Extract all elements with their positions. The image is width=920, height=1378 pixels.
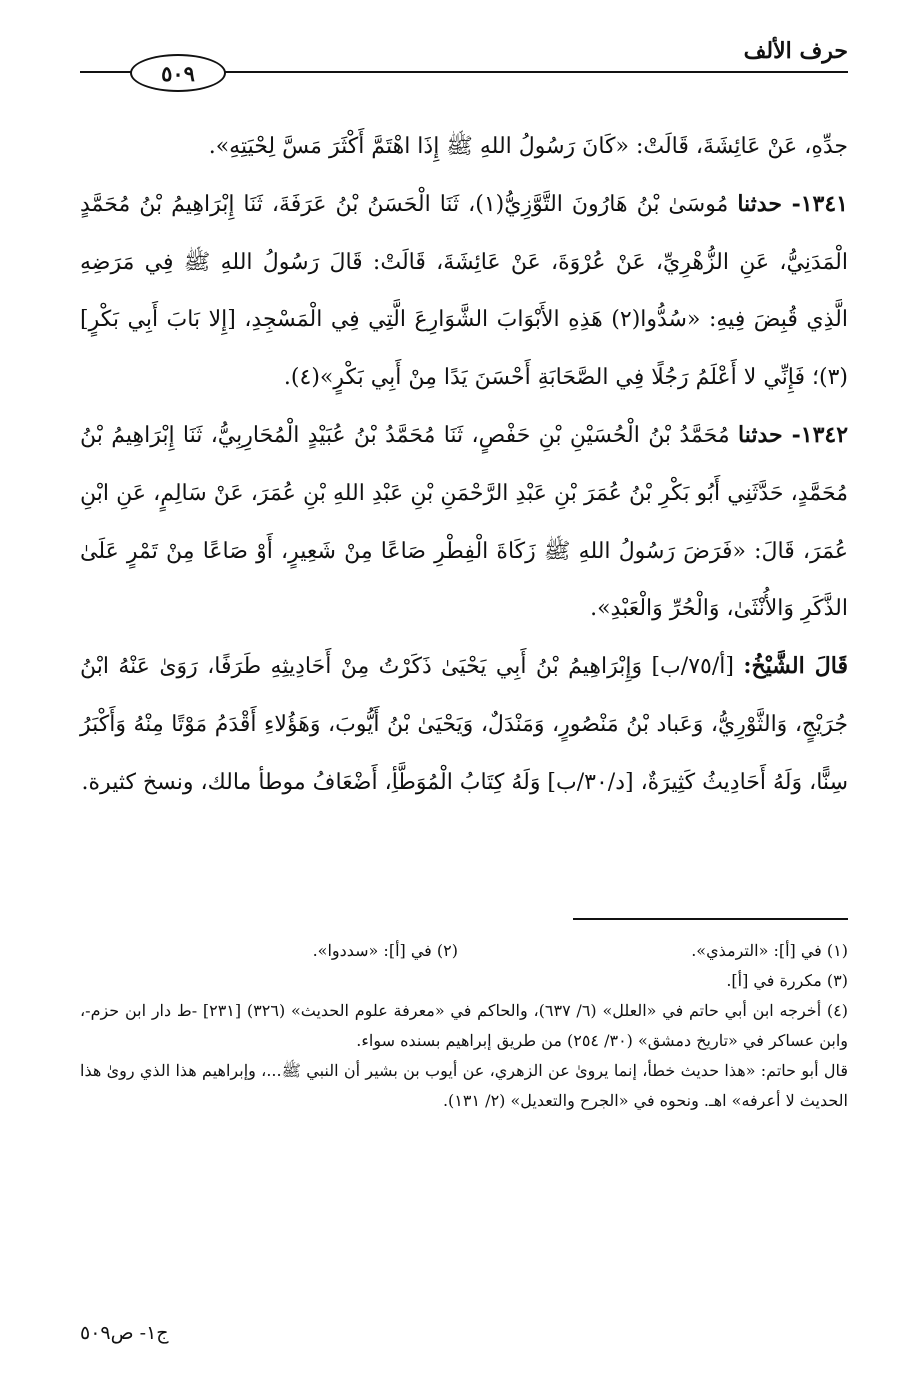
footnote-1: (١) في [أ]: «الترمذي». [691,941,848,960]
commentary-lead: قَالَ الشَّيْخُ: [743,653,849,680]
footnote-4: (٤) أخرجه ابن أبي حاتم في «العلل» (٦/ ٦٣٧)، والحاكم في «معرفة علوم الحديث» (٣٢٦) [٢٣١] -ط دار ابن حزم-، وابن عساكر في «تاريخ دمشق» (٣٠/ ٢٥٤) من طريق إبراهيم بسنده سواء. [80,1001,848,1050]
hadith-text: مُحَمَّدُ بْنُ الْحُسَيْنِ بْنِ حَفْصٍ، ثَنَا مُحَمَّدُ بْنُ عُبَيْدٍ الْمُحَارِبِيُّ، ثَنَا إِبْرَاهِيمُ بْنُ مُحَمَّدٍ، حَدَّثَنِي أَبُو بَكْرِ بْنُ عُمَرَ بْنِ عَبْدِ الرَّحْمَنِ بْنِ عَبْدِ اللهِ بْنِ عُمَرَ، عَنْ سَالِمٍ، عَنِ ابْنِ عُمَرَ، قَالَ: «فَرَضَ رَسُولُ اللهِ ﷺ زَكَاةَ الْفِطْرِ صَاعًا مِنْ شَعِيرٍ، أَوْ صَاعًا مِنْ تَمْرٍ عَلَىٰ الذَّكَرِ وَالأُنْثَىٰ، وَالْحُرِّ وَالْعَبْدِ». [80,422,848,622]
page-number: ٥٠٩ [161,60,195,86]
footnotes [80,936,848,1116]
main-text [80,118,848,812]
hadith-text: مُوسَىٰ بْنُ هَارُونَ التَّوَّزِيُّ(١)، ثَنَا الْحَسَنُ بْنُ عَرَفَةَ، ثَنَا إِبْرَاهِيمُ بْنُ مُحَمَّدٍ الْمَدَنِيُّ، عَنِ الزُّهْرِيِّ، عَنْ عُرْوَةَ، عَنْ عَائِشَةَ، قَالَتْ: قَالَ رَسُولُ اللهِ ﷺ فِي مَرَضِهِ الَّذِي قُبِضَ فِيهِ: «سُدُّوا(٢) هَذِهِ الأَبْوَابَ الشَّوَارِعَ الَّتِي فِي الْمَسْجِدِ، [إِلا بَابَ أَبِي بَكْرٍ](٣)؛ فَإِنِّي لا أَعْلَمُ رَجُلًا فِي الصَّحَابَةِ أَحْسَنَ يَدًا مِنْ أَبِي بَكْرٍ»(٤). [80,191,848,391]
page-number-badge [130,54,226,92]
footnote-row [80,936,848,966]
footnote-2: (٢) في [أ]: «سددوا». [312,941,458,960]
section-title: حرف الألف [743,38,848,64]
footnote-rule [573,918,848,920]
sheikh-commentary [80,638,848,811]
volume-page-reference: ج١- ص٥٠٩ [80,1322,169,1344]
paragraph-continuation: جدِّهِ، عَنْ عَائِشَةَ، قَالَتْ: «كَانَ رَسُولُ اللهِ ﷺ إِذَا اهْتَمَّ أَكْثَرَ مَسَّ لِحْيَتِهِ». [208,134,848,159]
hadith-1341 [80,176,848,407]
hadith-1342 [80,407,848,638]
hadith-number: ١٣٤٢- حدثنا [738,421,849,448]
footnote-4-continued: قال أبو حاتم: «هذا حديث خطأ، إنما يروىٰ عن الزهري، عن أيوب بن بشير أن النبي ﷺ...، وإبراهيم هذا الذي روىٰ هذا الحديث لا أعرفه» اهـ. ونحوه في «الجرح والتعديل» (٢/ ١٣١). [80,1061,848,1110]
footnote-3: (٣) مكررة في [أ]. [726,971,848,990]
hadith-number: ١٣٤١- حدثنا [737,190,848,217]
commentary-text: [أ/٧٥/ب] وَإِبْرَاهِيمُ بْنُ أَبِي يَحْيَىٰ ذَكَرْتُ مِنْ أَحَادِيثِهِ طَرَفًا، رَوَىٰ عَنْهُ ابْنُ جُرَيْجٍ، وَالثَّوْرِيُّ، وَعَباد بْنُ مَنْصُورٍ، وَمَنْدَلٌ، وَيَحْيَىٰ بْنُ أَيُّوبَ، وَهَؤُلاءِ أَقْدَمُ مَوْتًا مِنْهُ وَأَكْبَرُ سِنًّا، وَلَهُ أَحَادِيثُ كَثِيرَةٌ، [د/٣٠/ب] وَلَهُ كِتَابُ الْمُوَطَّأِ، أَضْعَافُ موطأ مالك، ونسخ كثيرة. [80,654,848,795]
